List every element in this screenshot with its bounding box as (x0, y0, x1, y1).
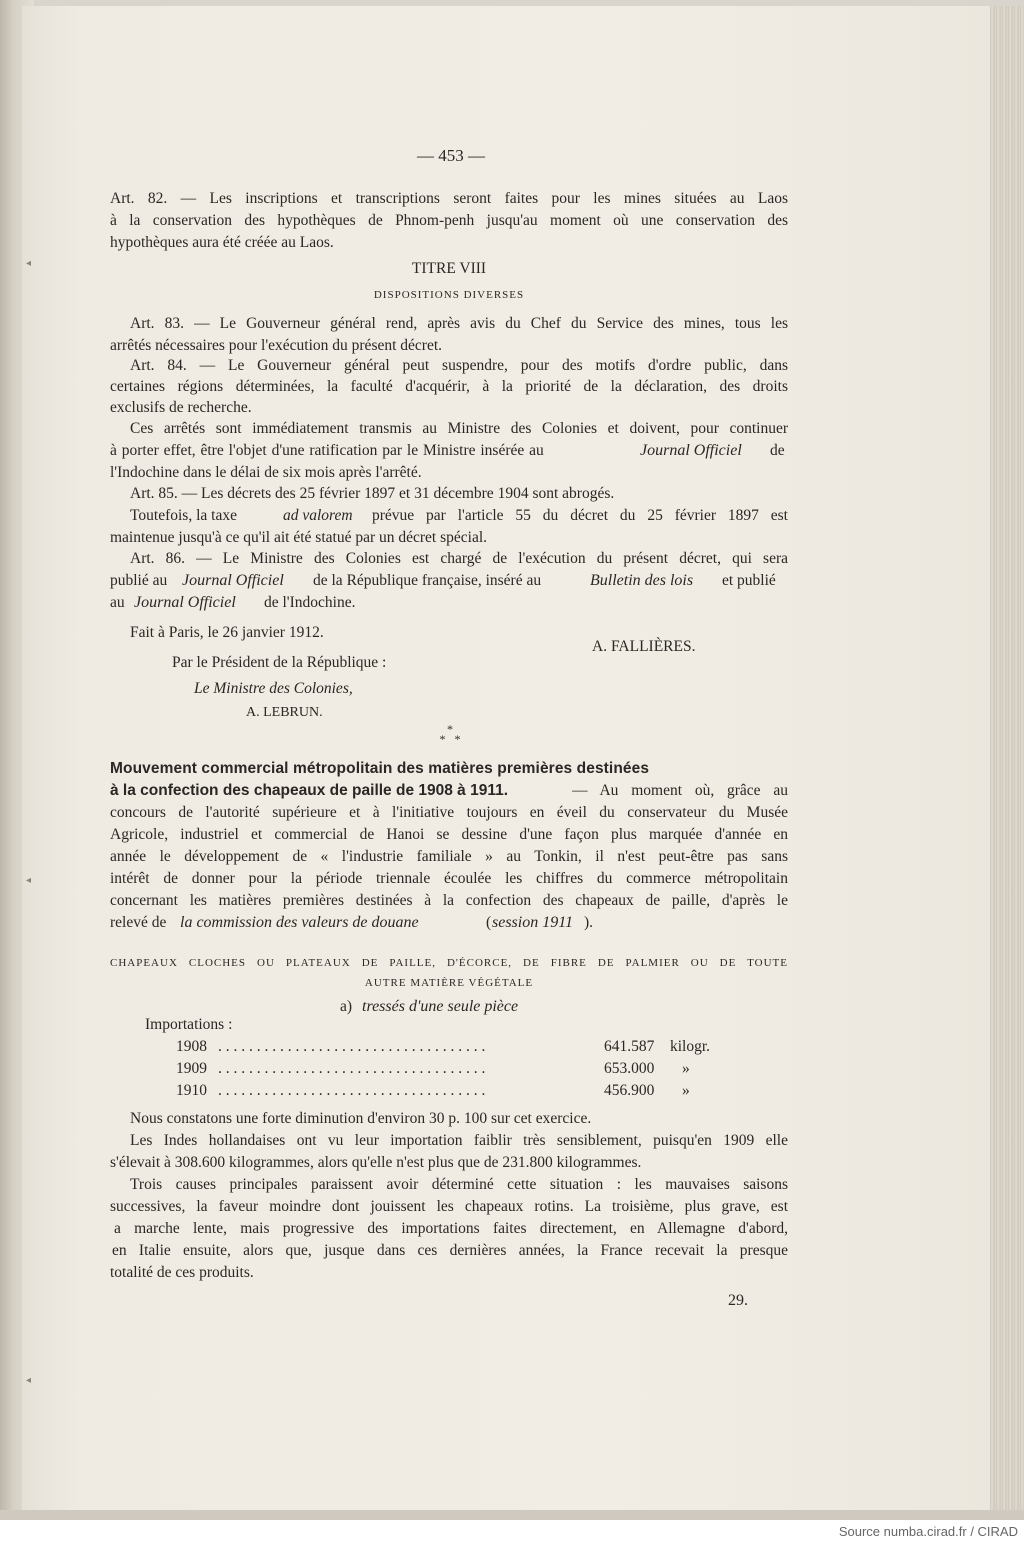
ces-arretes-line-3: l'Indochine dans le délai de six mois après l'arrêté. (110, 464, 422, 481)
import-year: 1908 (176, 1038, 207, 1055)
mouvement-last-c: ( (486, 914, 492, 931)
asterism: * * * (439, 722, 461, 746)
ces-arretes-line-2: à porter effet, être l'objet d'une ratification par le Ministre insérée au (110, 442, 544, 459)
import-value: 641.587 (604, 1038, 655, 1055)
closing-line-3: s'élevait à 308.600 kilogrammes, alors qu'elle n'est plus que de 231.800 kilogrammes. (110, 1154, 642, 1171)
art86-l3b: Journal Officiel (134, 594, 236, 611)
import-unit: » (682, 1060, 690, 1077)
mouvement-line-5: concernant les matières premières destinées à la confection des chapeaux de paille, d'après le (110, 892, 788, 909)
page-number: — 453 — (417, 146, 485, 165)
closing-line-2: Les Indes hollandaises ont vu leur importation faiblir très sensiblement, puisqu'en 1909 elle (130, 1132, 788, 1149)
president-name: A. FALLIÈRES. (592, 638, 696, 655)
import-year: 1910 (176, 1082, 207, 1099)
chapeaux-title-1: CHAPEAUX CLOCHES OU PLATEAUX DE PAILLE, D'ÉCORCE, DE FIBRE DE PALMIER OU DE TOUTE (110, 957, 788, 969)
art82-line-2: à la conservation des hypothèques de Phnom-penh jusqu'au moment où une conservation des (110, 212, 788, 229)
mouvement-heading-1: Mouvement commercial métropolitain des matières premières destinées (110, 760, 650, 777)
signature-mark: 29. (728, 1292, 748, 1309)
art84-line-3: exclusifs de recherche. (110, 399, 252, 416)
ministre-title: Le Ministre des Colonies, (194, 680, 353, 697)
leader-dots: . . . . . . . . . . . . . . . . . . . . . . . . . . . . . . . . . . . (218, 1082, 486, 1099)
toutefois-a: Toutefois, la taxe (130, 507, 237, 524)
titre-heading: TITRE VIII (411, 260, 487, 277)
toutefois-d: maintenue jusqu'à ce qu'il ait été statué par un décret spécial. (110, 529, 488, 546)
mouvement-line-1: concours de l'autorité supérieure et à l'initiative toujours en éveil du conservateur du Musée (110, 804, 788, 821)
art86-l2d: Bulletin des lois (590, 572, 694, 589)
art83-line-1: Art. 83. — Le Gouverneur général rend, après avis du Chef du Service des mines, tous les (130, 315, 788, 332)
art86-l2e: et publié (722, 572, 776, 589)
closing-line-1: Nous constatons une forte diminution d'environ 30 p. 100 sur cet exercice. (130, 1110, 592, 1127)
ministre-name: A. LEBRUN. (246, 705, 323, 720)
leader-dots: . . . . . . . . . . . . . . . . . . . . . . . . . . . . . . . . . . . (218, 1060, 486, 1077)
closing-line-8: totalité de ces produits. (110, 1264, 254, 1281)
closing-line-4: Trois causes principales paraissent avoir déterminé cette situation : les mauvaises saisons (130, 1176, 788, 1193)
import-unit: kilogr. (670, 1038, 711, 1055)
art82-line-1: Art. 82. — Les inscriptions et transcriptions seront faites pour les mines situées au Laos (110, 190, 788, 207)
import-unit: » (682, 1082, 690, 1099)
art86-l2b: Journal Officiel (182, 572, 284, 589)
closing-line-5: successives, la faveur moindre dont jouissent les chapeaux rotins. La troisième, plus grave, est (110, 1198, 788, 1215)
art84-line-2: certaines régions déterminées, la faculté d'acquérir, à la priorité de la déclaration, des droits (110, 378, 788, 395)
chapeaux-sub-b: tressés d'une seule pièce (362, 998, 519, 1015)
mouvement-last-e: ). (584, 914, 594, 931)
margin-nick-icon: ◂ (26, 875, 32, 886)
art86-l3c: de l'Indochine. (264, 594, 356, 611)
import-value: 456.900 (604, 1082, 655, 1099)
art86-line-1: Art. 86. — Le Ministre des Colonies est chargé de l'exécution du présent décret, qui sera (130, 550, 788, 567)
art86-l3a: au (110, 594, 125, 611)
source-credit: Source numba.cirad.fr / CIRAD (838, 1524, 1018, 1539)
margin-nick-icon: ◂ (26, 258, 32, 269)
ces-arretes-de: de (770, 442, 785, 459)
mouvement-last-a: relevé de (110, 914, 167, 931)
art86-l2a: publié au (110, 572, 168, 589)
ces-arretes-line-1: Ces arrêtés sont immédiatement transmis au Ministre des Colonies et doivent, pour continuer (130, 420, 788, 437)
art85: Art. 85. — Les décrets des 25 février 1897 et 31 décembre 1904 sont abrogés. (130, 485, 615, 502)
closing-line-6: a marche lente, mais progressive des importations faites directement, en Allemagne d'abord, (114, 1220, 788, 1237)
import-value: 653.000 (604, 1060, 655, 1077)
toutefois-b: ad valorem (283, 507, 353, 524)
mouvement-heading-2-rest: — Au moment où, grâce au (572, 782, 788, 799)
fait-a-paris: Fait à Paris, le 26 janvier 1912. (130, 624, 324, 641)
art82-line-3: hypothèques aura été créée au Laos. (110, 234, 334, 251)
mouvement-line-2: Agricole, industriel et commercial de Hanoi se dessine d'une façon plus marquée d'année en (110, 826, 788, 843)
margin-nick-icon: ◂ (26, 1375, 32, 1386)
art86-l2c: de la République française, inséré au (313, 572, 542, 589)
import-year: 1909 (176, 1060, 207, 1077)
ces-arretes-journal: Journal Officiel (640, 442, 742, 459)
mouvement-heading-2: à la confection des chapeaux de paille de 1908 à 1911. (110, 782, 509, 799)
mouvement-line-3: année le développement de « l'industrie familiale » au Tonkin, il n'est peut-être pas sans (110, 848, 788, 865)
art83-line-2: arrêtés nécessaires pour l'exécution du présent décret. (110, 337, 443, 354)
mouvement-last-b: la commission des valeurs de douane (180, 914, 419, 931)
titre-subheading: DISPOSITIONS DIVERSES (373, 289, 525, 301)
chapeaux-sub-a: a) (340, 998, 353, 1015)
importations-label: Importations : (145, 1016, 233, 1033)
art84-line-1: Art. 84. — Le Gouverneur général peut suspendre, pour des motifs d'ordre public, dans (130, 357, 788, 374)
mouvement-last-d: session 1911 (492, 914, 574, 931)
mouvement-line-4: intérêt de donner pour la période triennale écoulée les chiffres du commerce métropolitain (110, 870, 788, 887)
toutefois-c: prévue par l'article 55 du décret du 25 février 1897 est (372, 507, 788, 524)
par-le-president: Par le Président de la République : (172, 654, 387, 671)
leader-dots: . . . . . . . . . . . . . . . . . . . . . . . . . . . . . . . . . . . (218, 1038, 486, 1055)
chapeaux-title-2: AUTRE MATIÈRE VÉGÉTALE (364, 977, 534, 989)
closing-line-7: en Italie ensuite, alors que, jusque dans ces dernières années, la France recevait la presque (112, 1242, 788, 1259)
